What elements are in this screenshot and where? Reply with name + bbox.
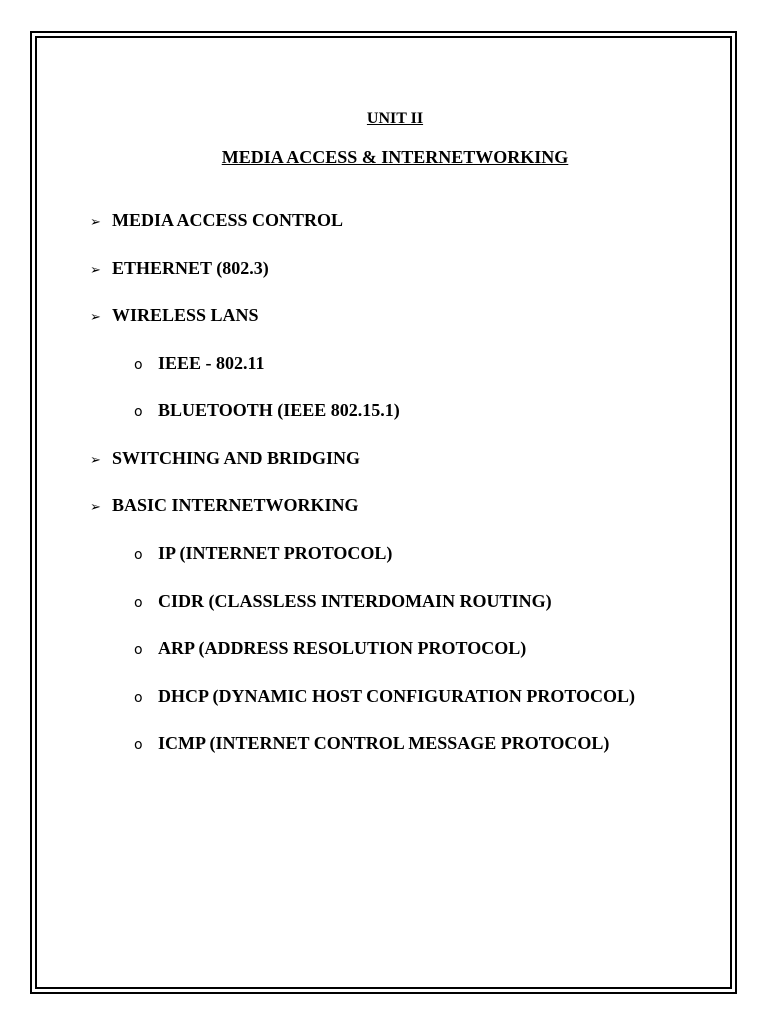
topic-label: ETHERNET (802.3) [112, 258, 269, 278]
subtopic-item-ip [134, 541, 392, 565]
circle-bullet-icon: o [134, 357, 143, 373]
subtopic-item-dhcp [134, 684, 635, 708]
circle-bullet-icon: o [134, 642, 143, 658]
topic-item-switching-bridging [90, 446, 360, 470]
arrow-bullet-icon: ➢ [90, 310, 101, 325]
subtopic-label: BLUETOOTH (IEEE 802.15.1) [158, 400, 400, 420]
subtopic-item-cidr [134, 589, 552, 613]
page-title: MEDIA ACCESS & INTERNETWORKING [221, 147, 569, 167]
subtopic-label: ICMP (INTERNET CONTROL MESSAGE PROTOCOL) [158, 733, 610, 753]
arrow-bullet-icon: ➢ [90, 453, 101, 468]
topic-item-ethernet [90, 256, 269, 280]
circle-bullet-icon: o [134, 404, 143, 420]
subtopic-label: IEEE - 802.11 [158, 353, 265, 373]
topic-item-media-access-control [90, 208, 343, 232]
subtopic-label: CIDR (CLASSLESS INTERDOMAIN ROUTING) [158, 591, 552, 611]
subtopic-label: ARP (ADDRESS RESOLUTION PROTOCOL) [158, 638, 527, 658]
topic-item-wireless-lans [90, 303, 259, 327]
unit-label: UNIT II [366, 110, 424, 127]
subtopic-item-icmp [134, 731, 609, 755]
topic-item-basic-internetworking [90, 493, 359, 517]
arrow-bullet-icon: ➢ [90, 500, 101, 515]
subtopic-item-bluetooth [134, 398, 400, 422]
topic-label: SWITCHING AND BRIDGING [112, 448, 361, 468]
subtopic-label: IP (INTERNET PROTOCOL) [158, 543, 393, 563]
circle-bullet-icon: o [134, 595, 143, 611]
circle-bullet-icon: o [134, 547, 143, 563]
arrow-bullet-icon: ➢ [90, 263, 101, 278]
subtopic-label: DHCP (DYNAMIC HOST CONFIGURATION PROTOCOL) [158, 686, 636, 706]
arrow-bullet-icon: ➢ [90, 215, 101, 230]
topic-label: WIRELESS LANS [112, 305, 259, 325]
circle-bullet-icon: o [134, 690, 143, 706]
circle-bullet-icon: o [134, 737, 143, 753]
topic-label: MEDIA ACCESS CONTROL [112, 210, 344, 230]
subtopic-item-arp [134, 636, 526, 660]
subtopic-item-ieee-802-11 [134, 351, 265, 375]
topic-label: BASIC INTERNETWORKING [112, 495, 359, 515]
